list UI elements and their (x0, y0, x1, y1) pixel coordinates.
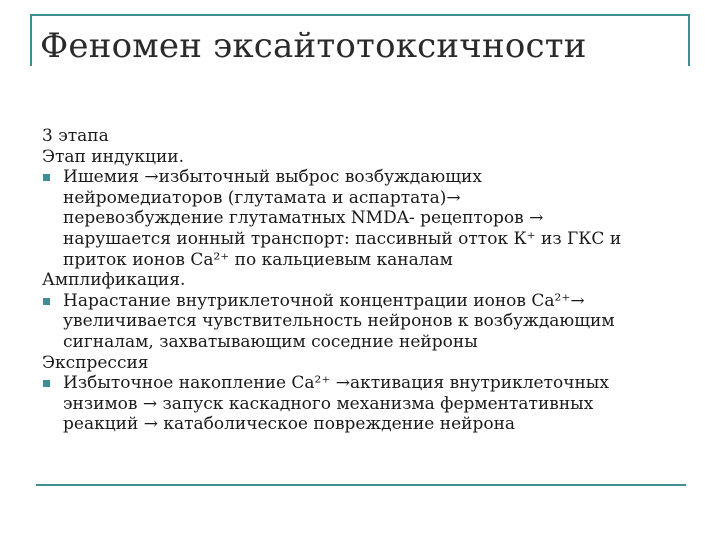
title-frame-right-line (688, 14, 690, 66)
bullet-line: сигналам, захватывающим соседние нейроны (63, 331, 478, 352)
bullet-line: реакций → катаболическое повреждение нейрона (63, 414, 516, 435)
stages-label: 3 этапа (42, 126, 109, 146)
bullet-line: Ишемия →избыточный выброс возбуждающих (63, 167, 482, 188)
bullet-text (63, 373, 690, 435)
slide-body (42, 126, 690, 435)
bullet-line: нарушается ионный транспорт: пассивный отток К⁺ из ГКС и (63, 228, 622, 249)
bullet-line: Нарастание внутриклеточной концентрации ионов Са²⁺→ (63, 290, 585, 311)
stage-heading-amplification: Амплификация. (42, 270, 186, 291)
bullet-line: приток ионов Са²⁺ по кальциевым каналам (63, 249, 453, 270)
square-bullet-icon (43, 380, 50, 387)
stage-heading-induction: Этап индукции. (42, 146, 185, 167)
bullet-amplification (42, 291, 690, 353)
slide-title: Феномен эксайтотоксичности (40, 26, 587, 66)
footer-divider-line (36, 484, 686, 486)
title-frame-top-line (30, 14, 690, 16)
bullet-line: увеличивается чувствительность нейронов к возбуждающим (63, 311, 615, 332)
square-bullet-icon (43, 174, 50, 181)
bullet-line: перевозбуждение глутаматных NMDA- рецепторов → (63, 208, 544, 229)
bullet-text (63, 291, 690, 353)
square-bullet-icon (43, 298, 50, 305)
bullet-line: Избыточное накопление Са²⁺ →активация внутриклеточных (63, 373, 609, 394)
bullet-line: нейромедиаторов (глутамата и аспартата)→ (63, 187, 461, 208)
bullet-induction (42, 167, 690, 270)
bullet-text (63, 167, 690, 270)
title-frame-left-line (30, 14, 32, 66)
bullet-line: энзимов → запуск каскадного механизма ферментативных (63, 393, 594, 414)
stage-heading-expression: Экспрессия (42, 352, 149, 373)
bullet-expression (42, 373, 690, 435)
